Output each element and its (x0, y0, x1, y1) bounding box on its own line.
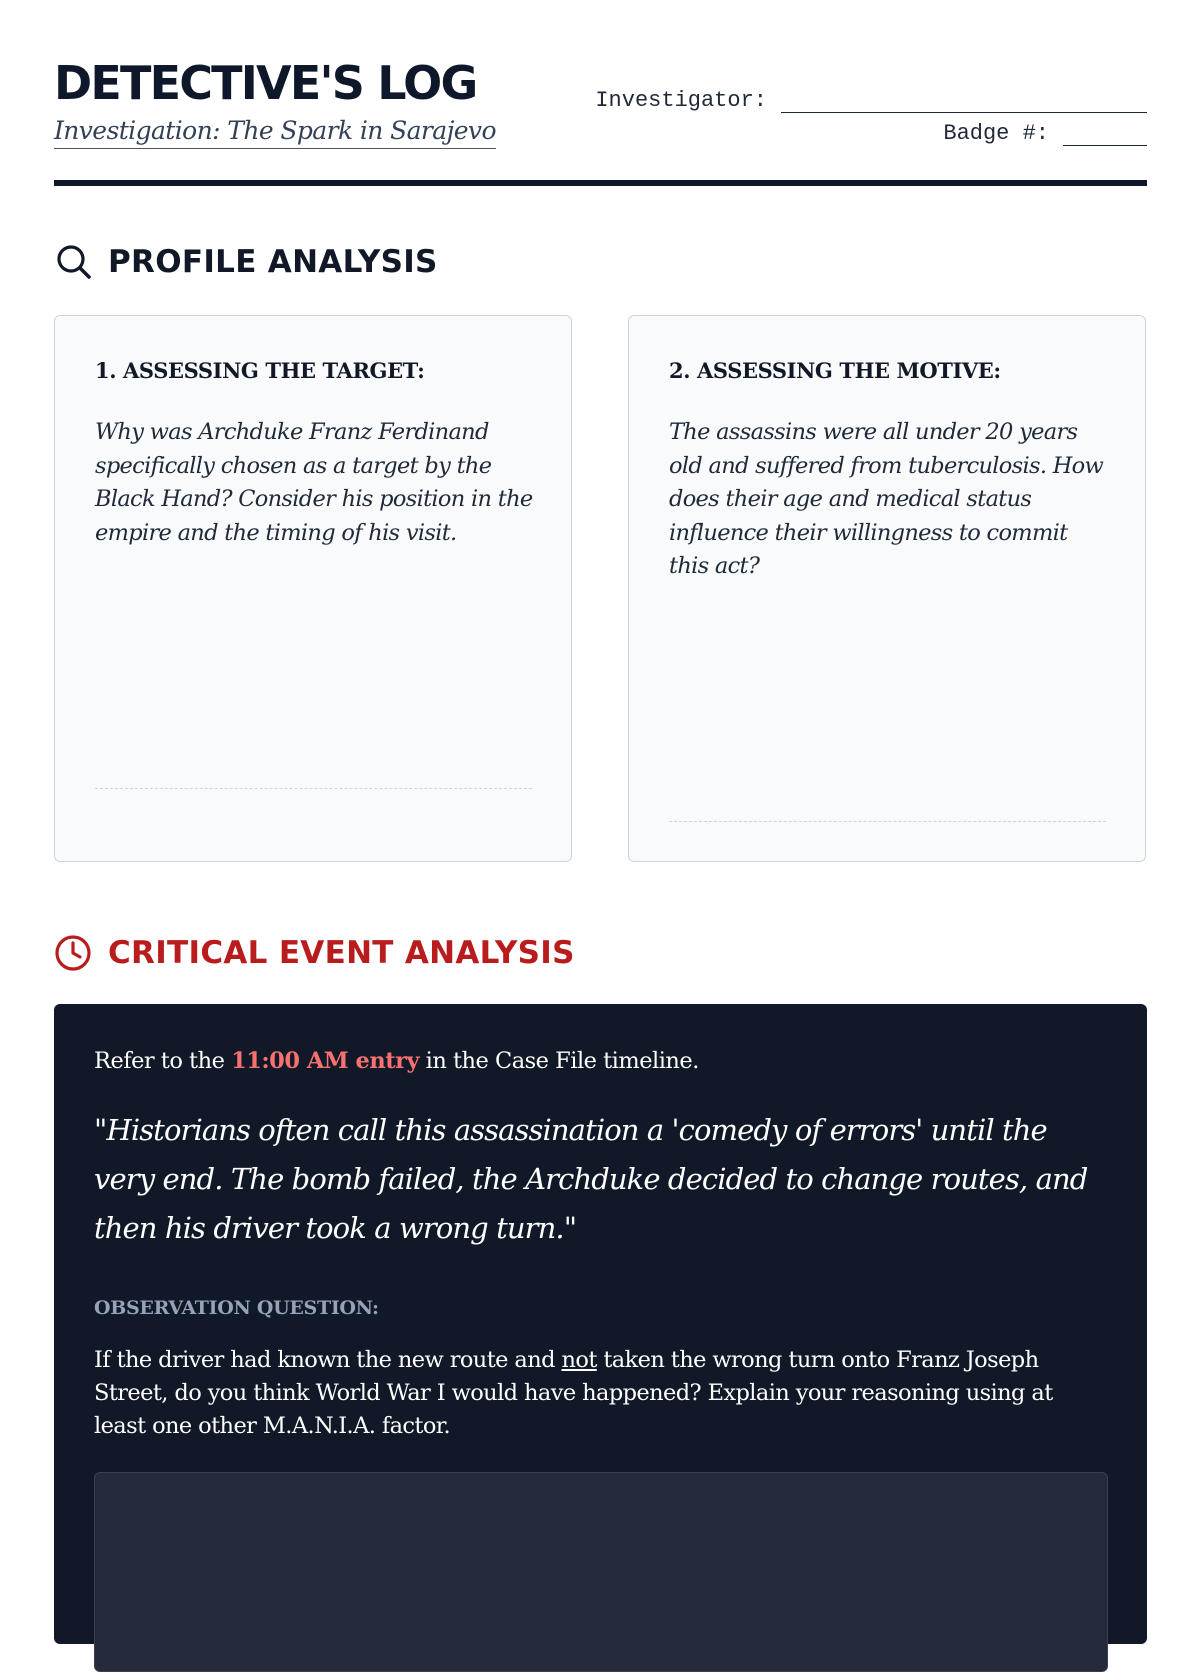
motive-card-title: 2. ASSESSING THE MOTIVE: (669, 358, 1001, 383)
question-emphasis: not (561, 1347, 597, 1373)
motive-card (628, 315, 1146, 862)
investigation-subtitle: Investigation: The Spark in Sarajevo (54, 115, 496, 149)
header-divider (54, 180, 1147, 186)
timeline-reference (94, 1046, 699, 1076)
investigator-field[interactable] (781, 90, 1147, 113)
log-header (54, 0, 1147, 185)
investigator-row (595, 88, 1147, 113)
badge-field[interactable] (1063, 123, 1147, 146)
answer-line[interactable] (95, 788, 532, 789)
question-text: If the driver had known the new route and (94, 1347, 562, 1373)
worksheet-page (54, 0, 1147, 1439)
profile-analysis-title: PROFILE ANALYSIS (108, 244, 438, 280)
refer-text: Refer to the (94, 1048, 232, 1074)
profile-analysis-heading (54, 242, 438, 282)
motive-card-question: The assassins were all under 20 years old and suffered from tuberculosis. How does their age and medical status influence their willingness to commit this act? (669, 419, 1104, 579)
magnifier-icon (54, 242, 94, 282)
critical-event-title: CRITICAL EVENT ANALYSIS (108, 935, 575, 971)
target-card-title: 1. ASSESSING THE TARGET: (95, 358, 425, 383)
timeline-entry-highlight: 11:00 AM entry (231, 1048, 420, 1074)
clock-icon (54, 933, 94, 973)
question-text-end: taken the wrong turn onto Franz Joseph Street, do you think World War I would have happened? Explain your reasoning using at least one other M.A.N.I.A. factor. (94, 1347, 1053, 1439)
observation-question (94, 1344, 1104, 1443)
historian-quote: "Historians often call this assassination a 'comedy of errors' until the very end. The bomb failed, the Archduke decided to change routes, and then his driver took a wrong turn." (94, 1113, 1088, 1245)
page-title: DETECTIVE'S LOG (54, 56, 477, 110)
investigator-label: Investigator: (595, 88, 767, 113)
badge-row (943, 121, 1147, 146)
refer-text-end: in the Case File timeline. (419, 1048, 699, 1074)
target-card (54, 315, 572, 862)
observation-label: OBSERVATION QUESTION: (94, 1297, 379, 1319)
answer-box[interactable] (94, 1472, 1108, 1672)
badge-label: Badge #: (943, 121, 1049, 146)
critical-event-heading (54, 933, 575, 973)
critical-event-panel (54, 1004, 1147, 1644)
answer-line[interactable] (669, 821, 1106, 822)
target-card-question: Why was Archduke Franz Ferdinand specifically chosen as a target by the Black Hand? Consider his position in the empire and the timing of his visit. (95, 419, 533, 546)
